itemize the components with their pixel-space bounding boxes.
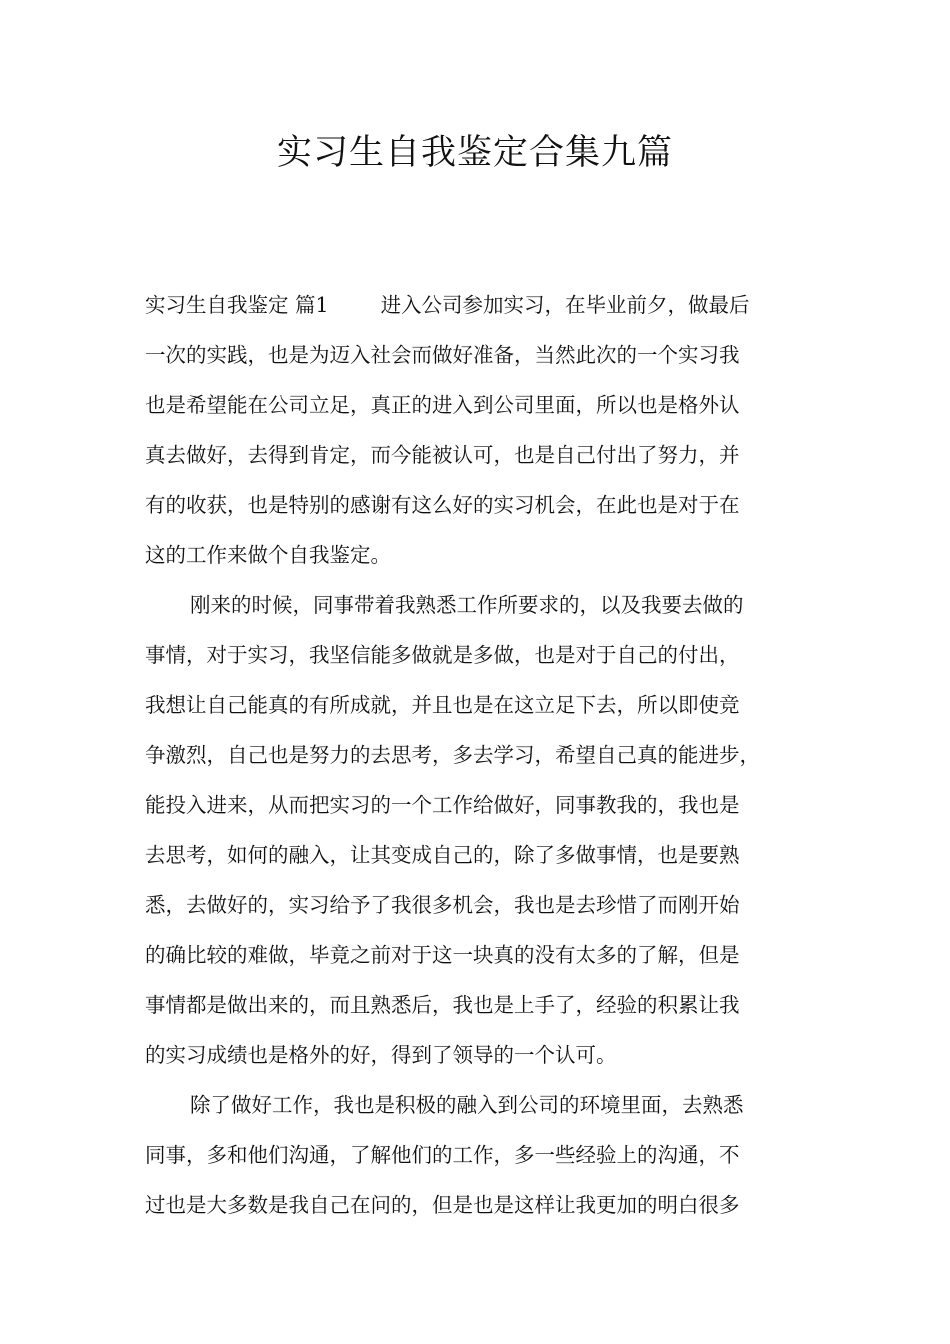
paragraph-line	[145, 280, 825, 330]
paragraph-line: 也是希望能在公司立足，真正的进入到公司里面，所以也是格外认	[145, 393, 740, 417]
paragraph-line: 去思考，如何的融入，让其变成自己的，除了多做事情，也是要熟	[145, 843, 740, 867]
paragraph-line: 事情都是做出来的，而且熟悉后，我也是上手了，经验的积累让我	[145, 993, 740, 1017]
paragraph-line: 有的收获，也是特别的感谢有这么好的实习机会，在此也是对于在	[145, 493, 740, 517]
paragraph-line: 的确比较的难做，毕竟之前对于这一块真的没有太多的了解，但是	[145, 943, 740, 967]
paragraph-line: 一次的实践，也是为迈入社会而做好准备，当然此次的一个实习我	[145, 343, 740, 367]
paragraph-line: 同事，多和他们沟通，了解他们的工作，多一些经验上的沟通，不	[145, 1143, 740, 1167]
line-text: 进入公司参加实习，在毕业前夕，做最后	[380, 293, 750, 317]
paragraph-line: 过也是大多数是我自己在问的，但是也是这样让我更加的明白很多	[145, 1193, 740, 1217]
paragraph-line: 真去做好，去得到肯定，而今能被认可，也是自己付出了努力，并	[145, 443, 740, 467]
document-title: 实习生自我鉴定合集九篇	[276, 133, 673, 173]
paragraph-line: 能投入进来，从而把实习的一个工作给做好，同事教我的，我也是	[145, 793, 740, 817]
paragraph-line: 除了做好工作，我也是积极的融入到公司的环境里面，去熟悉	[190, 1093, 744, 1117]
paragraph-line: 我想让自己能真的有所成就，并且也是在这立足下去，所以即使竞	[145, 693, 740, 717]
paragraph-line: 刚来的时候，同事带着我熟悉工作所要求的，以及我要去做的	[190, 593, 744, 617]
paragraph-line: 争激烈，自己也是努力的去思考，多去学习，希望自己真的能进步，	[145, 743, 760, 767]
paragraph-line: 事情，对于实习，我坚信能多做就是多做，也是对于自己的付出，	[145, 643, 740, 667]
section-heading: 实习生自我鉴定 篇1	[145, 293, 329, 317]
paragraph-line: 的实习成绩也是格外的好，得到了领导的一个认可。	[145, 1043, 617, 1067]
document-body	[145, 280, 825, 1230]
paragraph-line: 这的工作来做个自我鉴定。	[145, 543, 391, 567]
paragraph-line: 悉，去做好的，实习给予了我很多机会，我也是去珍惜了而刚开始	[145, 893, 740, 917]
